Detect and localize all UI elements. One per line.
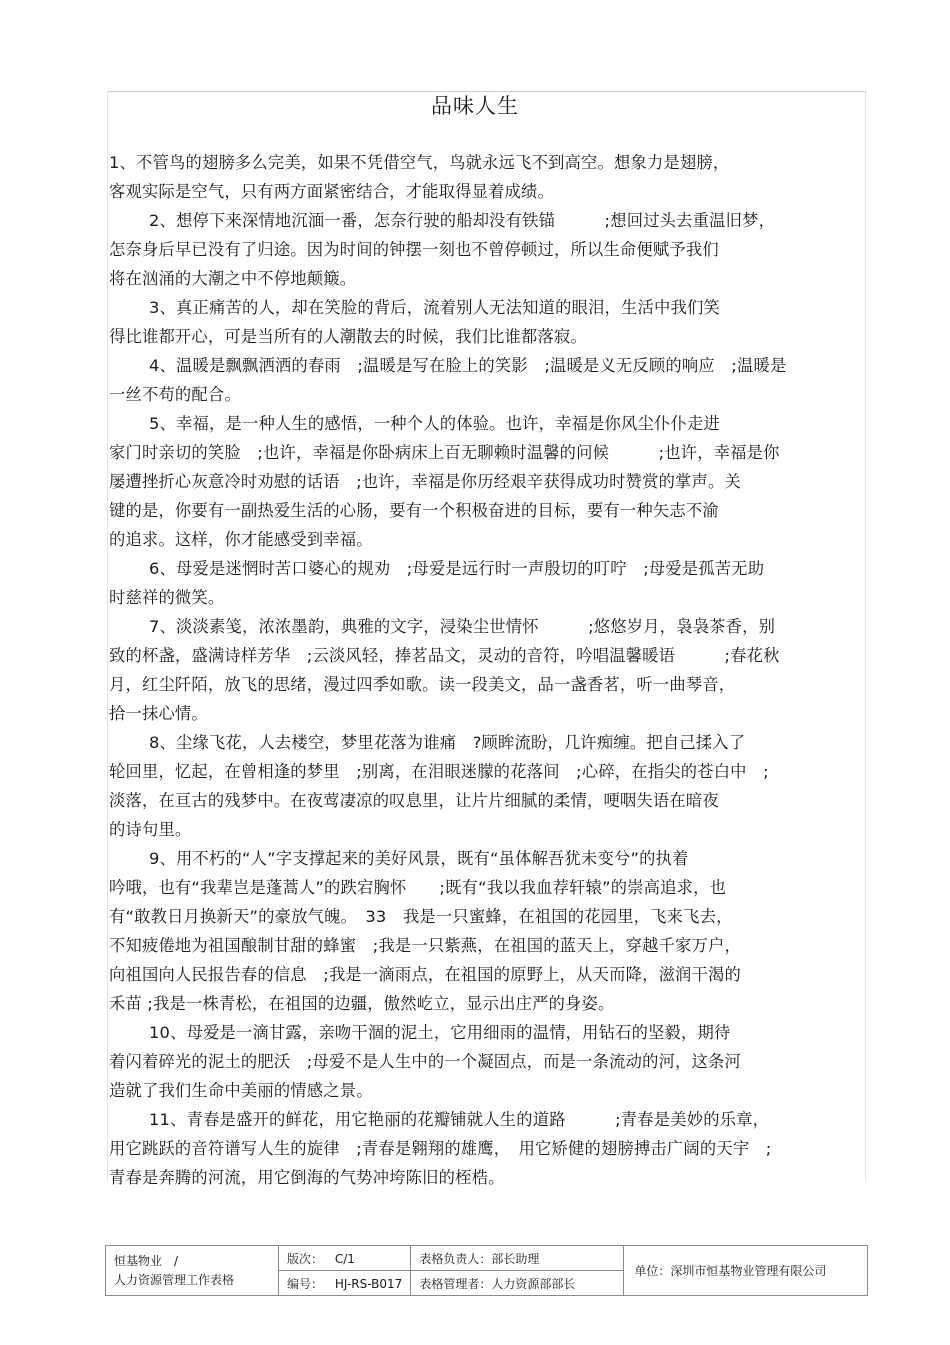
version-cell (279, 1246, 411, 1271)
manager-cell (411, 1271, 624, 1296)
text-line: 8、尘缘飞花，人去楼空，梦里花落为谁痛 ?顾眸流盼，几许痴缠。把自己揉入了 (149, 733, 746, 752)
owner-cell (411, 1246, 624, 1271)
code-cell (279, 1271, 411, 1296)
unit-cell: 单位：深圳市恒基物业管理有限公司 (624, 1246, 868, 1296)
company-line-1: 恒基物业 / (114, 1253, 179, 1268)
text-line: 2、想停下来深情地沉湎一番，怎奈行驶的船却没有铁锚 ;想回过头去重温旧梦， (149, 211, 776, 230)
text-line: 禾苗 ;我是一株青松，在祖国的边疆，傲然屹立，显示出庄严的身姿。 (109, 994, 615, 1013)
text-line: 时慈祥的微笑。 (109, 588, 225, 607)
text-line: 1、不管鸟的翅膀多么完美，如果不凭借空气，鸟就永远飞不到高空。想象力是翅膀， (109, 153, 730, 172)
text-line: 有“敢教日月换新天”的豪放气魄。 33 我是一只蜜蜂，在祖国的花园里，飞来飞去， (109, 907, 733, 926)
text-line: 月，红尘阡陌，放飞的思绪，漫过四季如歌。读一段美文，品一盏香茗，听一曲琴音， (109, 675, 736, 694)
owner-label: 表格负责人： (419, 1251, 492, 1266)
text-line: 11、青春是盛开的鲜花，用它艳丽的花瓣铺就人生的道路 ;青春是美妙的乐章， (149, 1110, 770, 1129)
article-body (109, 148, 879, 1192)
text-line: 向祖国向人民报告春的信息 ;我是一滴雨点，在祖国的原野上，从天而降，滋润干渴的 (109, 965, 741, 984)
text-line: 家门时亲切的笑脸 ;也许，幸福是你卧病床上百无聊赖时温馨的问候 ;也许，幸福是你 (109, 443, 780, 462)
text-line: 键的是，你要有一副热爱生活的心肠，要有一个积极奋进的目标，要有一种矢志不渝 (109, 501, 719, 520)
text-line: 将在汹涌的大潮之中不停地颠簸。 (109, 269, 357, 288)
text-line: 着闪着碎光的泥土的肥沃 ;母爱不是人生中的一个凝固点，而是一条流动的河，这条河 (109, 1052, 741, 1071)
text-line: 的追求。这样，你才能感受到幸福。 (109, 530, 373, 549)
manager-label: 表格管理者： (419, 1276, 492, 1291)
text-line: 怎奈身后早已没有了归途。因为时间的钟摆一刻也不曾停顿过，所以生命便赋予我们 (109, 240, 719, 259)
text-line: 屡遭挫折心灰意冷时劝慰的话语 ;也许，幸福是你历经艰辛获得成功时赞赏的掌声。关 (109, 472, 741, 491)
company-cell (106, 1246, 279, 1296)
company-line-2: 人力资源管理工作表格 (114, 1272, 235, 1287)
footer-form-table (105, 1245, 868, 1296)
text-line: 6、母爱是迷惘时苦口婆心的规劝 ;母爱是远行时一声殷切的叮咛 ;母爱是孤苦无助 (149, 559, 765, 578)
manager-value: 人力资源部部长 (491, 1276, 576, 1291)
code-value: HJ-RS-B017 (334, 1276, 403, 1291)
text-line: 淡落，在亘古的残梦中。在夜莺凄凉的叹息里，让片片细腻的柔情，哽咽失语在暗夜 (109, 791, 719, 810)
text-line: 4、温暖是飘飘洒洒的春雨 ;温暖是写在脸上的笑影 ;温暖是义无反顾的响应 ;温暖是 (149, 356, 787, 375)
page-title: 品味人生 (431, 94, 519, 118)
code-label: 编号： (287, 1276, 324, 1291)
text-line: 轮回里，忆起，在曾相逢的梦里 ;别离，在泪眼迷朦的花落间 ;心碎，在指尖的苍白中 ; (109, 762, 769, 781)
version-value: C/1 (334, 1251, 355, 1266)
text-line: 7、淡淡素笺，浓浓墨韵，典雅的文字，浸染尘世情怀 ;悠悠岁月，袅袅茶香，别 (149, 617, 776, 636)
text-line: 5、幸福，是一种人生的感悟，一种个人的体验。也许，幸福是你风尘仆仆走进 (149, 414, 720, 433)
text-line: 得比谁都开心，可是当所有的人潮散去的时候，我们比谁都落寂。 (109, 327, 587, 346)
text-line: 不知疲倦地为祖国酿制甘甜的蜂蜜 ;我是一只紫燕，在祖国的蓝天上，穿越千家万户， (109, 936, 741, 955)
owner-value: 部长助理 (491, 1251, 540, 1266)
text-line: 用它跳跃的音符谱写人生的旋律 ;青春是翱翔的雄鹰， 用它矫健的翅膀搏击广阔的天宇 ; (109, 1139, 772, 1158)
text-line: 吟哦，也有“我辈岂是蓬蒿人”的跌宕胸怀 ;既有“我以我血荐轩辕”的崇高追求，也 (109, 878, 727, 897)
text-line: 拾一抹心情。 (109, 704, 208, 723)
text-line: 9、用不朽的“人”字支撑起来的美好风景，既有“虽体解吾犹未变兮”的执着 (149, 849, 689, 868)
text-line: 造就了我们生命中美丽的情感之景。 (109, 1081, 373, 1100)
text-line: 致的杯盏，盛满诗样芳华 ;云淡风轻，捧茗品文，灵动的音符，吟唱温馨暖语 ;春花秋 (109, 646, 780, 665)
text-line: 青春是奔腾的河流，用它倒海的气势冲垮陈旧的桎梏。 (109, 1168, 505, 1187)
text-line: 客观实际是空气，只有两方面紧密结合，才能取得显着成绩。 (109, 182, 554, 201)
text-line: 10、母爱是一滴甘露，亲吻干涸的泥土，它用细雨的温情，用钻石的坚毅，期待 (149, 1023, 731, 1042)
text-line: 3、真正痛苦的人，却在笑脸的背后，流着别人无法知道的眼泪，生活中我们笑 (149, 298, 720, 317)
text-line: 一丝不苟的配合。 (109, 385, 241, 404)
version-label: 版次： (287, 1251, 324, 1266)
text-line: 的诗句里。 (109, 820, 192, 839)
